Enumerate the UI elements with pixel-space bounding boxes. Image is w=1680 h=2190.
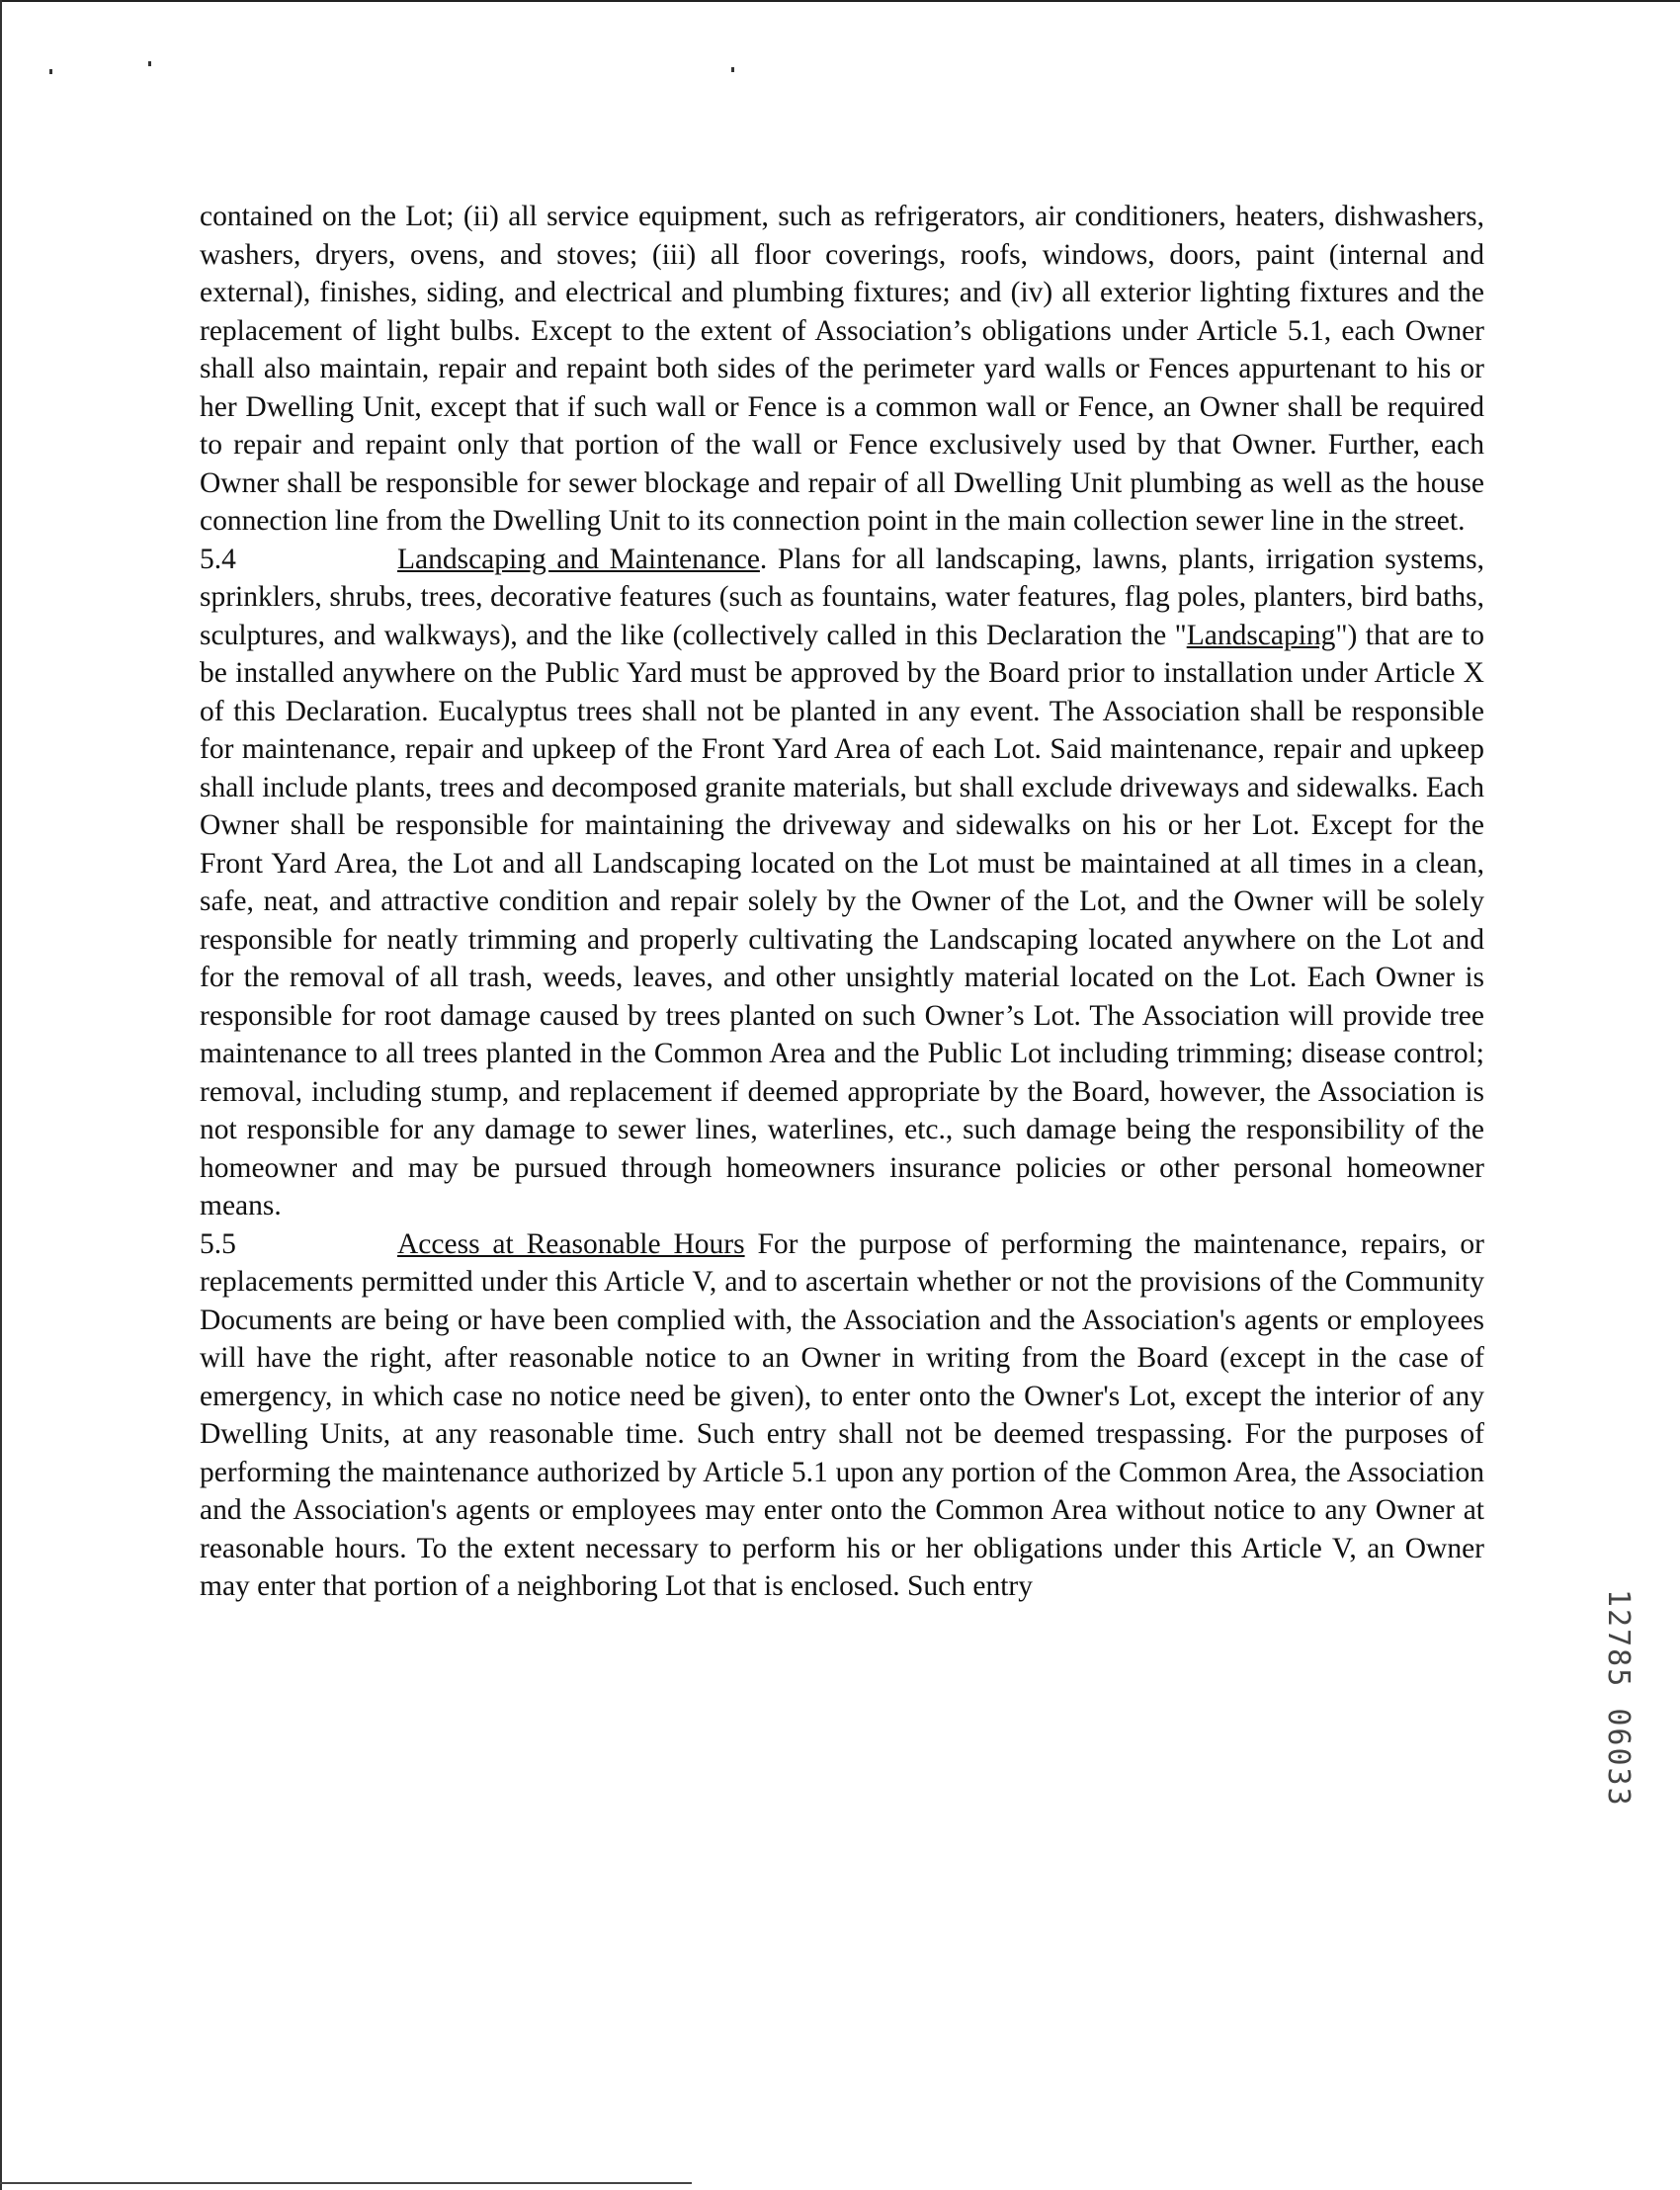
section-heading: Access at Reasonable Hours <box>397 1227 745 1260</box>
section-text: . Plans for all landscaping, lawns, plants, irrigation systems, sprinklers, shrubs, trees, decorative features (such as fountains, water features, flag poles, planters, bird baths, sculptures, and walkways), and the like (collectively called in this Declaration the " <box>200 543 1484 651</box>
scan-bottom-rule <box>0 2182 692 2184</box>
scan-left-edge <box>0 0 2 2190</box>
section-number: 5.4 <box>200 543 236 575</box>
section-text: For the purpose of performing the maintenance, repairs, or replacements permitted under this Article V, and to ascertain whether or not the provisions of the Community Documents are being or have been complied with, the Association and the Association's agents or employees will have the right, after reasonable notice to an Owner in writing from the Board (except in the case of emergency, in which case no notice need be given), to enter onto the Owner's Lot, except the interior of any Dwelling Units, at any reasonable time. Such entry shall not be deemed trespassing. For the purposes of performing the maintenance authorized by Article 5.1 upon any portion of the Common Area, the Association and the Association's agents or employees may enter onto the Common Area without notice to any Owner at reasonable hours. To the extent necessary to perform his or her obligations under this Article V, an Owner may enter that portion of a neighboring Lot that is enclosed. Such entry <box>200 1227 1484 1602</box>
paragraph-continued: contained on the Lot; (ii) all service equipment, such as refrigerators, air conditioners, heaters, dishwashers, washers, dryers, ovens, and stoves; (iii) all floor coverings, roofs, windows, doors, paint (internal and external), finishes, siding, and electrical and plumbing fixtures; and (iv) all exterior lighting fixtures and the replacement of light bulbs. Except to the extent of Association’s obligations under Article 5.1, each Owner shall also maintain, repair and repaint both sides of the perimeter yard walls or Fences appurtenant to his or her Dwelling Unit, except that if such wall or Fence is a common wall or Fence, an Owner shall be required to repair and repaint only that portion of the wall or Fence exclusively used by that Owner. Further, each Owner shall be responsible for sewer blockage and repair of all Dwelling Unit plumbing as well as the house connection line from the Dwelling Unit to its connection point in the main collection sewer line in the street. <box>200 201 1484 537</box>
scan-speck <box>731 67 734 72</box>
section-5-4 <box>200 541 1484 1225</box>
section-number: 5.5 <box>200 1227 236 1260</box>
section-5-5 <box>200 1225 1484 1606</box>
scan-speck <box>49 69 52 74</box>
section-text: ") that are to be installed anywhere on the Public Yard must be approved by the Board prior to installation under Article X of this Declaration. Eucalyptus trees shall not be planted in any event. The Association shall be responsible for maintenance, repair and upkeep of the Front Yard Area of each Lot. Said maintenance, repair and upkeep shall include plants, trees and decomposed granite materials, but shall exclude driveways and sidewalks. Each Owner shall be responsible for maintaining the driveway and sidewalks on his or her Lot. Except for the Front Yard Area, the Lot and all Landscaping located on the Lot must be maintained at all times in a clean, safe, neat, and attractive condition and repair solely by the Owner of the Lot, and the Owner will be solely responsible for neatly trimming and properly cultivating the Landscaping located anywhere on the Lot and for the removal of all trash, weeds, leaves, and other unsightly material located on the Lot. Each Owner is responsible for root damage caused by trees planted on such Owner’s Lot. The Association will provide tree maintenance to all trees planted in the Common Area and the Public Lot including trimming; disease control; removal, including stump, and replacement if deemed appropriate by the Board, however, the Association is not responsible for any damage to sewer lines, waterlines, etc., such damage being the responsibility of the homeowner and may be pursued through homeowners insurance policies or other personal homeowner means. <box>200 619 1484 1221</box>
recording-number: 12785 06033 <box>1601 1589 1636 1808</box>
document-body <box>200 198 1484 1606</box>
scan-speck <box>148 61 151 66</box>
section-heading: Landscaping and Maintenance <box>397 543 760 575</box>
defined-term: Landscaping <box>1186 619 1336 651</box>
